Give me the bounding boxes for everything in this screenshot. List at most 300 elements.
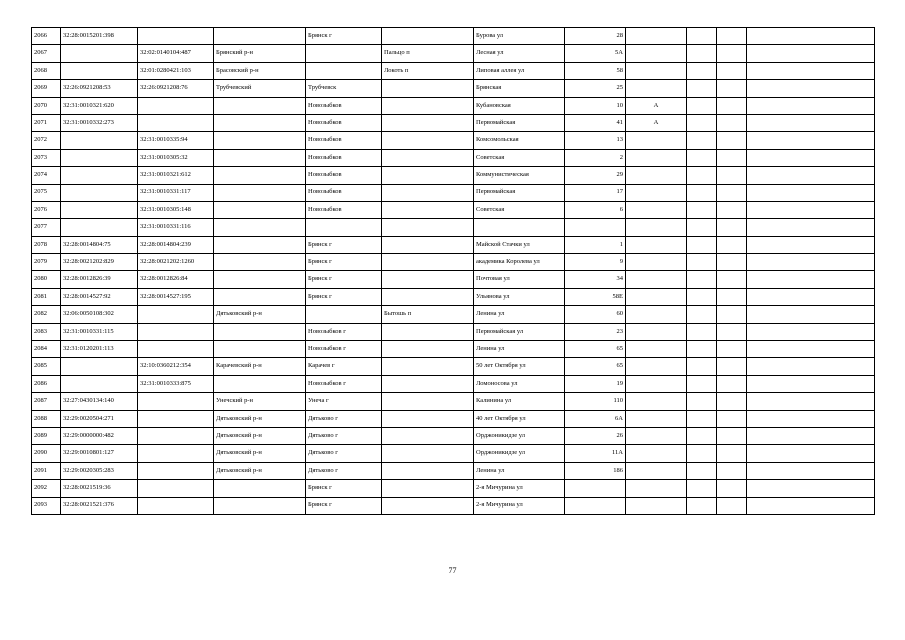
extra-col-2-cell [717,236,747,253]
district-cell [214,341,306,358]
house-number-cell: 29 [565,167,626,184]
table-row [32,28,875,45]
street-cell: 2-я Мичурина ул [474,480,565,497]
extra-col-2-cell [717,323,747,340]
city-cell: Новозыбков г [306,323,382,340]
extra-col-3-cell [747,132,875,149]
extra-col-2-cell [717,201,747,218]
extra-col-1-cell [687,271,717,288]
city-cell: Брянск г [306,254,382,271]
cadastral-number-land-cell: 32:29:0010801:127 [61,445,138,462]
extra-col-1-cell [687,393,717,410]
extra-col-2-cell [717,341,747,358]
cadastral-number-land-cell: 32:28:0021521:376 [61,497,138,514]
extra-col-3-cell [747,497,875,514]
row-number-cell: 2082 [32,306,61,323]
extra-col-2-cell [717,254,747,271]
house-number-cell: 58 [565,62,626,79]
extra-col-3-cell [747,341,875,358]
district-cell [214,201,306,218]
district-cell [214,497,306,514]
table-row [32,167,875,184]
street-cell: Первомайская [474,114,565,131]
district-cell [214,132,306,149]
district-cell [214,28,306,45]
building-letter-cell [626,254,687,271]
extra-col-1-cell [687,28,717,45]
table-row [32,114,875,131]
street-cell: Первомайская [474,184,565,201]
city-cell: Дятьково г [306,445,382,462]
city-cell: Брянск г [306,28,382,45]
house-number-cell: 41 [565,114,626,131]
row-number-cell: 2078 [32,236,61,253]
building-letter-cell [626,497,687,514]
cadastral-number-land-cell: 32:28:0014527:92 [61,288,138,305]
settlement-cell [382,393,474,410]
row-number-cell: 2084 [32,341,61,358]
street-cell: Ломоносова ул [474,375,565,392]
settlement-cell [382,149,474,166]
house-number-cell: 10 [565,97,626,114]
extra-col-3-cell [747,114,875,131]
extra-col-2-cell [717,288,747,305]
page-number: 77 [448,566,457,575]
extra-col-2-cell [717,462,747,479]
cadastral-number-land-cell: 32:06:0050108:302 [61,306,138,323]
house-number-cell: 65 [565,358,626,375]
row-number-cell: 2091 [32,462,61,479]
district-cell: Дятьковский р-н [214,445,306,462]
street-cell: Ленина ул [474,306,565,323]
district-cell [214,323,306,340]
table-row [32,323,875,340]
city-cell [306,62,382,79]
extra-col-1-cell [687,410,717,427]
settlement-cell [382,184,474,201]
settlement-cell [382,462,474,479]
table-row [32,497,875,514]
city-cell: Новозыбков [306,167,382,184]
cadastral-number-building-cell: 32:28:0021202:1260 [138,254,214,271]
cadastral-number-building-cell: 32:31:0010321:612 [138,167,214,184]
row-number-cell: 2083 [32,323,61,340]
extra-col-2-cell [717,427,747,444]
extra-col-1-cell [687,219,717,236]
district-cell [214,219,306,236]
row-number-cell: 2073 [32,149,61,166]
city-cell: Карачев г [306,358,382,375]
row-number-cell: 2092 [32,480,61,497]
building-letter-cell [626,393,687,410]
building-letter-cell [626,375,687,392]
cadastral-number-land-cell: 32:31:0010331:115 [61,323,138,340]
row-number-cell: 2080 [32,271,61,288]
settlement-cell [382,80,474,97]
row-number-cell: 2086 [32,375,61,392]
settlement-cell [382,132,474,149]
extra-col-1-cell [687,462,717,479]
building-letter-cell [626,149,687,166]
register-table [31,27,875,515]
extra-col-1-cell [687,167,717,184]
building-letter-cell [626,167,687,184]
cadastral-number-building-cell [138,445,214,462]
table-row [32,184,875,201]
city-cell: Новозыбков [306,114,382,131]
cadastral-number-land-cell: 32:31:0120201:113 [61,341,138,358]
table-row [32,341,875,358]
extra-col-1-cell [687,45,717,62]
extra-col-2-cell [717,80,747,97]
extra-col-1-cell [687,62,717,79]
cadastral-number-land-cell: 32:28:0021202:829 [61,254,138,271]
building-letter-cell [626,445,687,462]
street-cell: Ульянова ул [474,288,565,305]
extra-col-1-cell [687,254,717,271]
extra-col-3-cell [747,288,875,305]
cadastral-number-land-cell [61,132,138,149]
settlement-cell [382,167,474,184]
district-cell: Дятьковский р-н [214,306,306,323]
extra-col-1-cell [687,288,717,305]
street-cell: Советская [474,201,565,218]
extra-col-1-cell [687,306,717,323]
house-number-cell: 58Е [565,288,626,305]
table-row [32,45,875,62]
district-cell [214,114,306,131]
district-cell: Трубчевский [214,80,306,97]
cadastral-number-building-cell: 32:31:0010331:116 [138,219,214,236]
settlement-cell [382,497,474,514]
cadastral-number-building-cell [138,306,214,323]
extra-col-1-cell [687,132,717,149]
cadastral-number-land-cell: 32:27:0430134:140 [61,393,138,410]
extra-col-2-cell [717,393,747,410]
settlement-cell [382,254,474,271]
house-number-cell: 11А [565,445,626,462]
extra-col-3-cell [747,236,875,253]
extra-col-1-cell [687,358,717,375]
settlement-cell [382,97,474,114]
cadastral-number-building-cell: 32:31:0010305:148 [138,201,214,218]
cadastral-number-land-cell: 32:28:0015201:398 [61,28,138,45]
district-cell: Унечский р-н [214,393,306,410]
extra-col-3-cell [747,167,875,184]
street-cell [474,219,565,236]
district-cell: Дятьковский р-н [214,427,306,444]
city-cell [306,306,382,323]
table-row [32,358,875,375]
row-number-cell: 2067 [32,45,61,62]
extra-col-3-cell [747,97,875,114]
row-number-cell: 2074 [32,167,61,184]
building-letter-cell [626,219,687,236]
building-letter-cell [626,462,687,479]
cadastral-number-building-cell: 32:31:0010333:875 [138,375,214,392]
table-row [32,480,875,497]
settlement-cell: Локоть п [382,62,474,79]
table-row [32,97,875,114]
building-letter-cell [626,341,687,358]
cadastral-number-land-cell: 32:31:0010332:273 [61,114,138,131]
house-number-cell: 34 [565,271,626,288]
extra-col-2-cell [717,132,747,149]
cadastral-number-building-cell [138,480,214,497]
street-cell: Лесная ул [474,45,565,62]
building-letter-cell [626,236,687,253]
house-number-cell: 186 [565,462,626,479]
table-row [32,62,875,79]
cadastral-number-building-cell: 32:02:0140104:487 [138,45,214,62]
street-cell: Брянская [474,80,565,97]
street-cell: Кубановская [474,97,565,114]
table-row [32,393,875,410]
row-number-cell: 2066 [32,28,61,45]
city-cell: Новозыбков г [306,375,382,392]
extra-col-2-cell [717,45,747,62]
extra-col-2-cell [717,375,747,392]
cadastral-number-building-cell [138,410,214,427]
cadastral-number-land-cell [61,219,138,236]
house-number-cell: 5А [565,45,626,62]
building-letter-cell [626,410,687,427]
building-letter-cell: А [626,97,687,114]
street-cell: Коммунистическая [474,167,565,184]
street-cell: Первомайская ул [474,323,565,340]
house-number-cell [565,497,626,514]
row-number-cell: 2090 [32,445,61,462]
street-cell: Калинина ул [474,393,565,410]
extra-col-2-cell [717,306,747,323]
cadastral-number-land-cell [61,358,138,375]
city-cell: Унеча г [306,393,382,410]
extra-col-1-cell [687,236,717,253]
building-letter-cell [626,480,687,497]
settlement-cell [382,114,474,131]
house-number-cell: 13 [565,132,626,149]
building-letter-cell [626,132,687,149]
cadastral-number-building-cell [138,497,214,514]
row-number-cell: 2087 [32,393,61,410]
city-cell: Брянск г [306,271,382,288]
house-number-cell: 25 [565,80,626,97]
city-cell: Новозыбков [306,97,382,114]
district-cell [214,236,306,253]
city-cell [306,219,382,236]
building-letter-cell [626,28,687,45]
district-cell [214,184,306,201]
district-cell: Карачевский р-н [214,358,306,375]
city-cell [306,45,382,62]
cadastral-number-land-cell [61,184,138,201]
cadastral-number-building-cell [138,393,214,410]
extra-col-1-cell [687,97,717,114]
row-number-cell: 2081 [32,288,61,305]
settlement-cell [382,236,474,253]
street-cell: Бурова ул [474,28,565,45]
extra-col-2-cell [717,28,747,45]
extra-col-3-cell [747,184,875,201]
settlement-cell [382,445,474,462]
cadastral-number-land-cell: 32:28:0021519:36 [61,480,138,497]
cadastral-number-building-cell: 32:10:0360212:354 [138,358,214,375]
cadastral-number-building-cell: 32:31:0010335:94 [138,132,214,149]
settlement-cell: Пальцо п [382,45,474,62]
district-cell: Брасовский р-н [214,62,306,79]
city-cell: Дятьково г [306,410,382,427]
table-row [32,375,875,392]
city-cell: Брянск г [306,288,382,305]
table-row [32,219,875,236]
street-cell: Орджоникидзе ул [474,445,565,462]
extra-col-3-cell [747,410,875,427]
cadastral-number-building-cell [138,114,214,131]
cadastral-number-land-cell: 32:29:0020504:271 [61,410,138,427]
city-cell: Новозыбков [306,132,382,149]
cadastral-number-building-cell: 32:31:0010331:117 [138,184,214,201]
building-letter-cell [626,306,687,323]
cadastral-number-building-cell [138,323,214,340]
extra-col-3-cell [747,375,875,392]
house-number-cell: 9 [565,254,626,271]
city-cell: Брянск г [306,480,382,497]
street-cell: академика Королева ул [474,254,565,271]
district-cell: Брянский р-н [214,45,306,62]
street-cell: Ленина ул [474,341,565,358]
cadastral-number-land-cell: 32:29:0020305:283 [61,462,138,479]
building-letter-cell [626,323,687,340]
city-cell: Дятьково г [306,462,382,479]
extra-col-2-cell [717,97,747,114]
building-letter-cell [626,201,687,218]
building-letter-cell [626,271,687,288]
cadastral-number-land-cell [61,62,138,79]
house-number-cell: 19 [565,375,626,392]
extra-col-1-cell [687,80,717,97]
extra-col-1-cell [687,149,717,166]
extra-col-1-cell [687,323,717,340]
district-cell [214,375,306,392]
street-cell: 40 лет Октября ул [474,410,565,427]
street-cell: Советская [474,149,565,166]
row-number-cell: 2079 [32,254,61,271]
settlement-cell [382,375,474,392]
cadastral-number-land-cell: 32:31:0010321:620 [61,97,138,114]
district-cell [214,254,306,271]
settlement-cell [382,201,474,218]
cadastral-number-building-cell [138,28,214,45]
settlement-cell [382,341,474,358]
cadastral-number-land-cell [61,167,138,184]
extra-col-1-cell [687,480,717,497]
table-row [32,462,875,479]
building-letter-cell [626,62,687,79]
row-number-cell: 2088 [32,410,61,427]
cadastral-number-land-cell: 32:26:0921208:53 [61,80,138,97]
cadastral-number-building-cell: 32:28:0014527:195 [138,288,214,305]
table-row [32,149,875,166]
settlement-cell [382,480,474,497]
row-number-cell: 2076 [32,201,61,218]
extra-col-2-cell [717,480,747,497]
extra-col-1-cell [687,341,717,358]
district-cell [214,149,306,166]
table-row [32,306,875,323]
extra-col-3-cell [747,62,875,79]
house-number-cell: 6 [565,201,626,218]
city-cell: Брянск г [306,497,382,514]
street-cell: Почтовая ул [474,271,565,288]
row-number-cell: 2068 [32,62,61,79]
city-cell: Новозыбков [306,201,382,218]
extra-col-3-cell [747,149,875,166]
settlement-cell [382,358,474,375]
house-number-cell: 65 [565,341,626,358]
extra-col-1-cell [687,114,717,131]
street-cell: 2-я Мичурина ул [474,497,565,514]
extra-col-2-cell [717,445,747,462]
street-cell: Орджоникидзе ул [474,427,565,444]
district-cell: Дятьковский р-н [214,462,306,479]
extra-col-3-cell [747,393,875,410]
cadastral-number-land-cell: 32:28:0012826:39 [61,271,138,288]
table-row [32,132,875,149]
table-row [32,271,875,288]
building-letter-cell [626,45,687,62]
row-number-cell: 2089 [32,427,61,444]
extra-col-1-cell [687,445,717,462]
building-letter-cell [626,427,687,444]
settlement-cell [382,219,474,236]
house-number-cell: 23 [565,323,626,340]
city-cell: Дятьково г [306,427,382,444]
house-number-cell [565,480,626,497]
row-number-cell: 2085 [32,358,61,375]
city-cell: Новозыбков г [306,341,382,358]
building-letter-cell [626,184,687,201]
extra-col-3-cell [747,219,875,236]
settlement-cell [382,271,474,288]
extra-col-3-cell [747,445,875,462]
house-number-cell: 1 [565,236,626,253]
settlement-cell [382,410,474,427]
building-letter-cell [626,358,687,375]
table-row [32,236,875,253]
house-number-cell [565,219,626,236]
extra-col-3-cell [747,306,875,323]
city-cell: Новозыбков [306,184,382,201]
district-cell [214,271,306,288]
cadastral-number-land-cell: 32:28:0014804:75 [61,236,138,253]
extra-col-2-cell [717,114,747,131]
extra-col-2-cell [717,62,747,79]
house-number-cell: 2 [565,149,626,166]
extra-col-2-cell [717,497,747,514]
cadastral-number-building-cell: 32:01:0280421:103 [138,62,214,79]
house-number-cell: 17 [565,184,626,201]
settlement-cell [382,323,474,340]
table-row [32,410,875,427]
city-cell: Брянск г [306,236,382,253]
house-number-cell: 110 [565,393,626,410]
extra-col-3-cell [747,427,875,444]
cadastral-number-building-cell [138,427,214,444]
district-cell [214,480,306,497]
row-number-cell: 2075 [32,184,61,201]
cadastral-number-land-cell [61,45,138,62]
extra-col-3-cell [747,254,875,271]
